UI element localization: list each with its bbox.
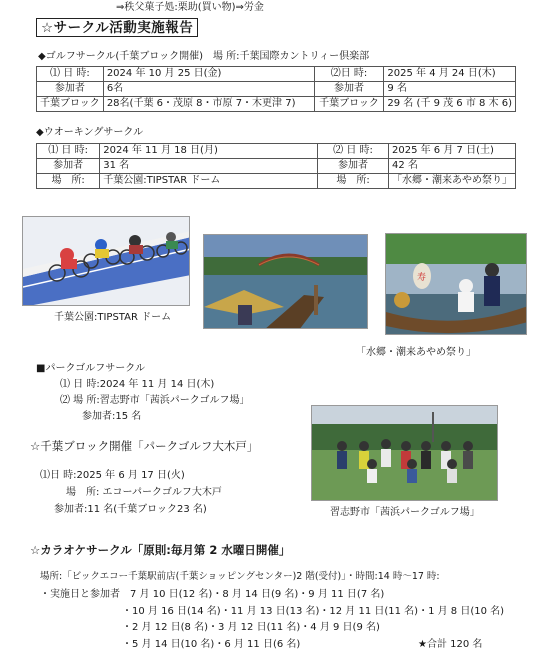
table-cell: 9 名: [384, 82, 516, 97]
table-cell: 千葉公園:TIPSTAR ドーム: [100, 174, 318, 189]
table-row: [37, 174, 516, 189]
table-cell: 場 所:: [37, 174, 100, 189]
table-cell: 「水郷・潮来あやめ祭り」: [389, 174, 516, 189]
table-cell: 2025 年 6 月 7 日(土): [389, 144, 516, 159]
table-cell: 42 名: [389, 159, 516, 174]
table-cell: 6名: [103, 82, 314, 97]
table-cell: 29 名 (千 9 茂 6 市 8 木 6): [384, 97, 516, 112]
walking-heading: ◆ウオーキングサークル: [36, 127, 144, 138]
golf-heading: ◆ゴルフサークル(千葉ブロック開催) 場 所:千葉国際カントリィー倶楽部: [38, 51, 370, 62]
park-golf-date: ⑴ 日 時:2024 年 11 月 14 日(木): [60, 379, 215, 390]
table-cell: 31 名: [100, 159, 318, 174]
karaoke-total: ★合計 120 名: [418, 639, 483, 650]
park-golf-heading: ■パークゴルフサークル: [36, 363, 145, 374]
table-cell: 千葉ブロック: [314, 97, 384, 112]
velodrome-photo: [22, 216, 190, 306]
karaoke-place-time: 場所:「ビックエコー千葉駅前店(千葉ショッピングセンター)2 階(受付)」・時間:14 時〜17 時:: [40, 571, 440, 582]
table-cell: ⑴ 日 時:: [37, 144, 100, 159]
caption-velodrome: 千葉公園:TIPSTAR ドーム: [54, 312, 172, 323]
table-cell: 千葉ブロック: [37, 97, 104, 112]
park-golf-event-title: ☆千葉ブロック開催「パークゴルフ大木戸」: [30, 439, 259, 453]
table-cell: 28名(千葉 6・茂原 8・市原 7・木更津 7): [103, 97, 314, 112]
walking-table: [36, 143, 516, 189]
golf-table: [36, 66, 516, 112]
karaoke-dates-line-1: ・実施日と参加者 7 月 10 日(12 名)・8 月 14 日(9 名)・9 月 11 日(7 名): [40, 589, 385, 600]
caption-park-golf: 習志野市「茜浜パークゴルフ場」: [330, 507, 480, 518]
top-note: ⇒秩父菓子処:栗助(買い物)⇒労金: [116, 2, 264, 13]
table-row: [37, 144, 516, 159]
table-cell: 参加者: [318, 159, 389, 174]
karaoke-title: ☆カラオケサークル「原則:毎月第 2 水曜日開催」: [30, 543, 291, 557]
table-row: [37, 67, 516, 82]
park-golf-group-photo: [311, 405, 498, 501]
caption-iris-festival: 「水郷・潮来あやめ祭り」: [356, 347, 476, 358]
table-cell: 参加者: [37, 82, 104, 97]
festival-boat-photo: [385, 233, 527, 335]
park-golf-event-place: 場 所: エコーパークゴルフ大木戸: [66, 487, 222, 498]
park-golf-place: ⑵ 場 所:習志野市「茜浜パークゴルフ場」: [60, 395, 250, 406]
table-cell: 2024 年 10 月 25 日(金): [103, 67, 314, 82]
river-boat-photo: [203, 234, 368, 329]
table-cell: 参加者: [314, 82, 384, 97]
table-cell: 2024 年 11 月 18 日(月): [100, 144, 318, 159]
park-golf-event-participants: 参加者:11 名(千葉ブロック23 名): [54, 504, 207, 515]
table-cell: ⑵ 日 時:: [318, 144, 389, 159]
table-row: [37, 159, 516, 174]
report-title: ☆サークル活動実施報告: [36, 18, 198, 37]
table-cell: 場 所:: [318, 174, 389, 189]
table-cell: 2025 年 4 月 24 日(木): [384, 67, 516, 82]
table-cell: ⑴ 日 時:: [37, 67, 104, 82]
table-row: [37, 82, 516, 97]
table-cell: ⑵日 時:: [314, 67, 384, 82]
karaoke-dates-line-4: ・5 月 14 日(10 名)・6 月 11 日(6 名): [122, 639, 301, 650]
table-cell: 参加者: [37, 159, 100, 174]
karaoke-dates-line-2: ・10 月 16 日(14 名)・11 月 13 日(13 名)・12 月 11 日(11 名)・1 月 8 日(10 名): [122, 606, 505, 617]
table-row: [37, 97, 516, 112]
park-golf-participants: 参加者:15 名: [82, 411, 142, 422]
karaoke-dates-line-3: ・2 月 12 日(8 名)・3 月 12 日(11 名)・4 月 9 日(9 名): [122, 622, 380, 633]
lantern-character: 寿: [417, 273, 427, 283]
park-golf-event-date: ⑴日 時:2025 年 6 月 17 日(火): [40, 470, 185, 481]
